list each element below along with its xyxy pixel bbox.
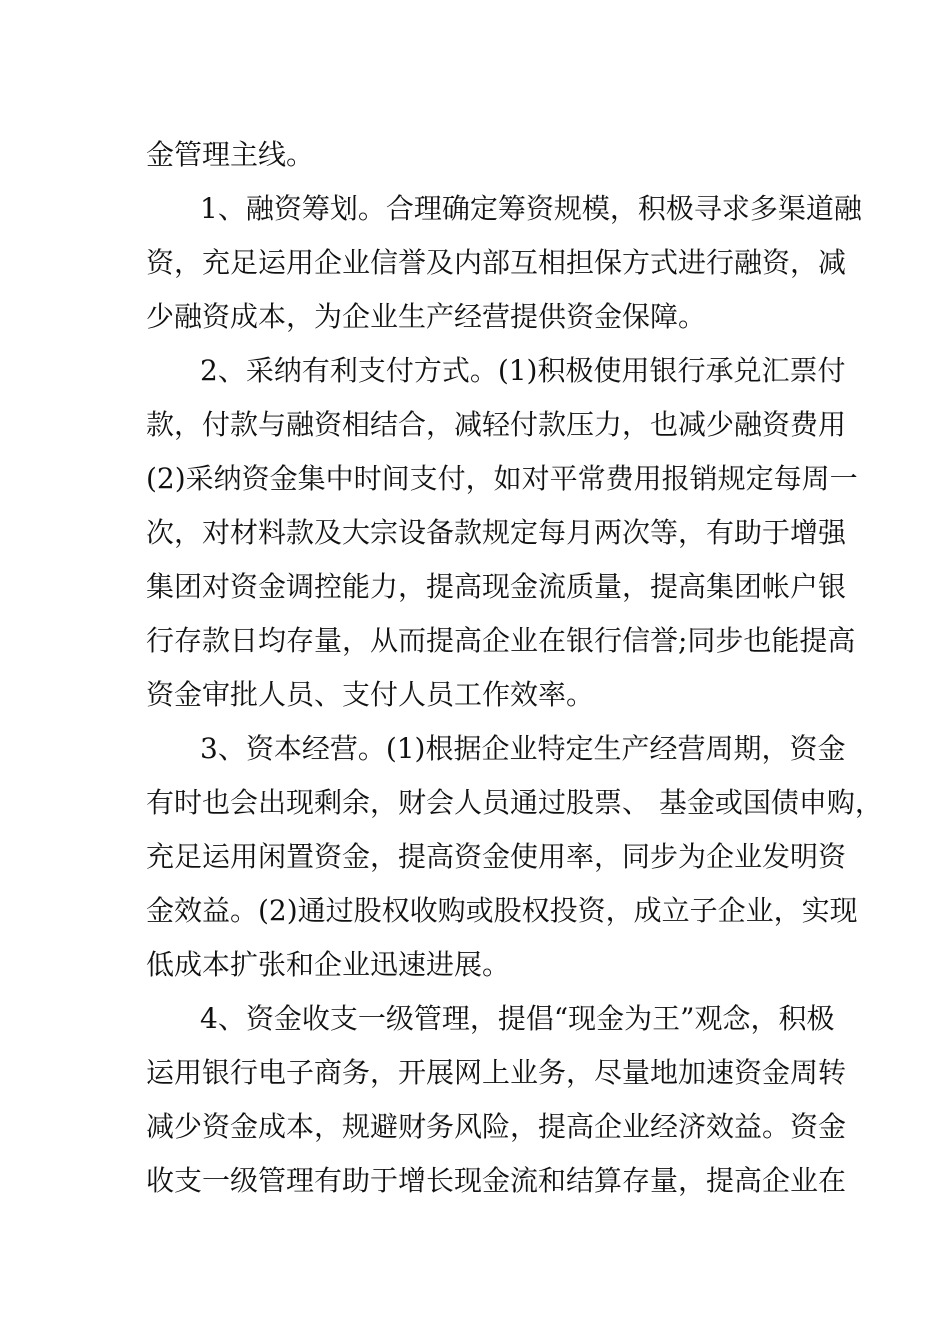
text-line: 低成本扩张和企业迅速进展。	[146, 948, 511, 981]
text-line: 有时也会出现剩余，财会人员通过股票、 基金或国债申购，	[146, 786, 883, 819]
document-body	[146, 128, 883, 1208]
text-line: 资，充足运用企业信誉及内部互相担保方式进行融资，减	[146, 246, 847, 279]
text-line: 资金审批人员、支付人员工作效率。	[146, 678, 595, 711]
text-line: 行存款日均存量，从而提高企业在银行信誉;同步也能提高	[146, 624, 856, 657]
paragraph-start-line: 3、资本经营。(1)根据企业特定生产经营周期，资金	[200, 732, 846, 765]
text-line: 金管理主线。	[146, 138, 315, 171]
text-line: 集团对资金调控能力，提高现金流质量，提高集团帐户银	[146, 570, 847, 603]
paragraph-start-line: 4、资金收支一级管理，提倡“现金为王”观念，积极	[200, 1002, 835, 1035]
text-line: 金效益。(2)通过股权收购或股权投资，成立子企业，实现	[146, 894, 858, 927]
paragraph-start-line: 2、采纳有利支付方式。(1)积极使用银行承兑汇票付	[200, 354, 846, 387]
text-line: 运用银行电子商务，开展网上业务，尽量地加速资金周转	[146, 1056, 847, 1089]
text-line: 款，付款与融资相结合，减轻付款压力，也减少融资费用	[146, 408, 847, 441]
text-line: 少融资成本，为企业生产经营提供资金保障。	[146, 300, 707, 333]
paragraph-start-line: 1、融资筹划。合理确定筹资规模，积极寻求多渠道融	[200, 192, 862, 225]
text-line: (2)采纳资金集中时间支付，如对平常费用报销规定每周一	[146, 462, 858, 495]
text-line: 减少资金成本，规避财务风险，提高企业经济效益。资金	[146, 1110, 847, 1143]
text-line: 收支一级管理有助于增长现金流和结算存量，提高企业在	[146, 1164, 847, 1197]
text-line: 充足运用闲置资金，提高资金使用率，同步为企业发明资	[146, 840, 847, 873]
text-line: 次，对材料款及大宗设备款规定每月两次等，有助于增强	[146, 516, 847, 549]
